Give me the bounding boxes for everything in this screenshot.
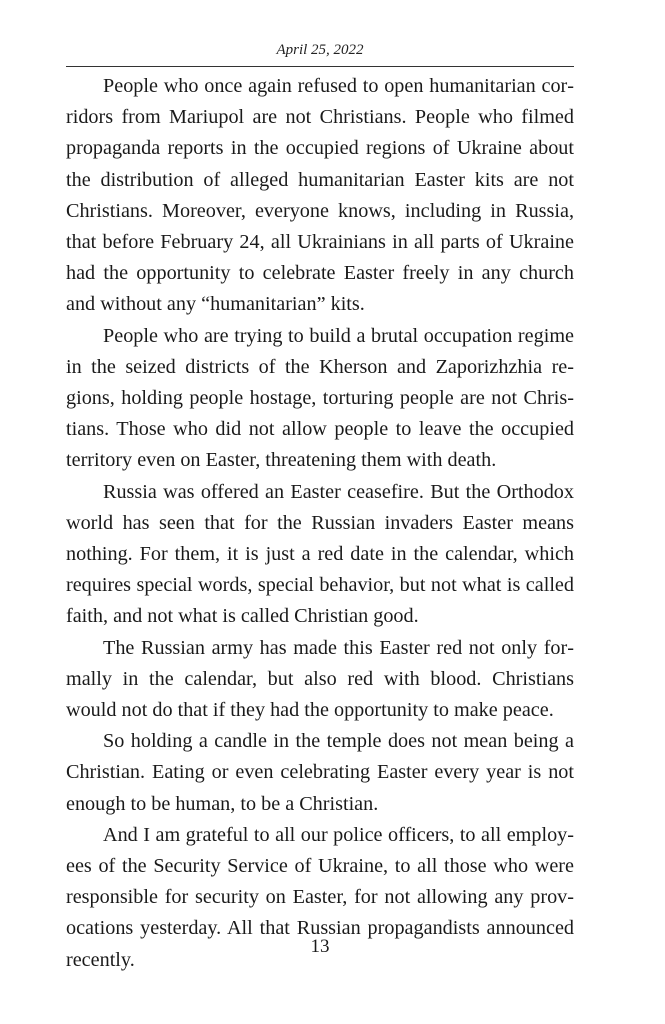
- paragraph-6: And I am grateful to all our police officers, to all employees of the Security Service of Ukraine, to all those who were responsible for security on Easter, for not allowing any provocations yesterday. All that Russian propagandists announced recently.: [66, 823, 574, 971]
- body-text: [66, 71, 574, 976]
- paragraph-4: The Russian army has made this Easter red not only formally in the calendar, but also red with blood. Christians would not do that if they had the opportunity to make peace.: [66, 636, 574, 722]
- running-head-date: April 25, 2022: [276, 42, 364, 58]
- page-number: 13: [310, 936, 330, 957]
- paragraph-5: So holding a candle in the temple does not mean being a Christian. Eating or even celebrating Easter every year is not enough to be human, to be a Christian.: [66, 730, 574, 815]
- paragraph-2: People who are trying to build a brutal occupation regime in the seized districts of the Kherson and Zaporizhzhia regions, holding people hostage, torturing people are not Christians. Those who did not allow people to leave the occupied territory even on Easter, threatening them with death.: [66, 324, 574, 472]
- paragraph-1: People who once again refused to open humanitarian corridors from Mariupol are not Christians. People who filmed propaganda reports in the occupied regions of Ukraine about the distribution of alleged humanitarian Easter kits are not Christians. Moreover, everyone knows, including in Russia, that before February 24, all Ukrainians in all parts of Ukraine had the opportunity to celebrate Easter freely in any church and without any “humanitarian” kits.: [66, 75, 574, 316]
- paragraph-3: Russia was offered an Easter ceasefire. But the Orthodox world has seen that for the Russian invaders Easter means nothing. For them, it is just a red date in the calendar, which requires special words, special behavior, but not what is called faith, and not what is called Christian good.: [66, 480, 574, 628]
- header-rule: [66, 66, 574, 67]
